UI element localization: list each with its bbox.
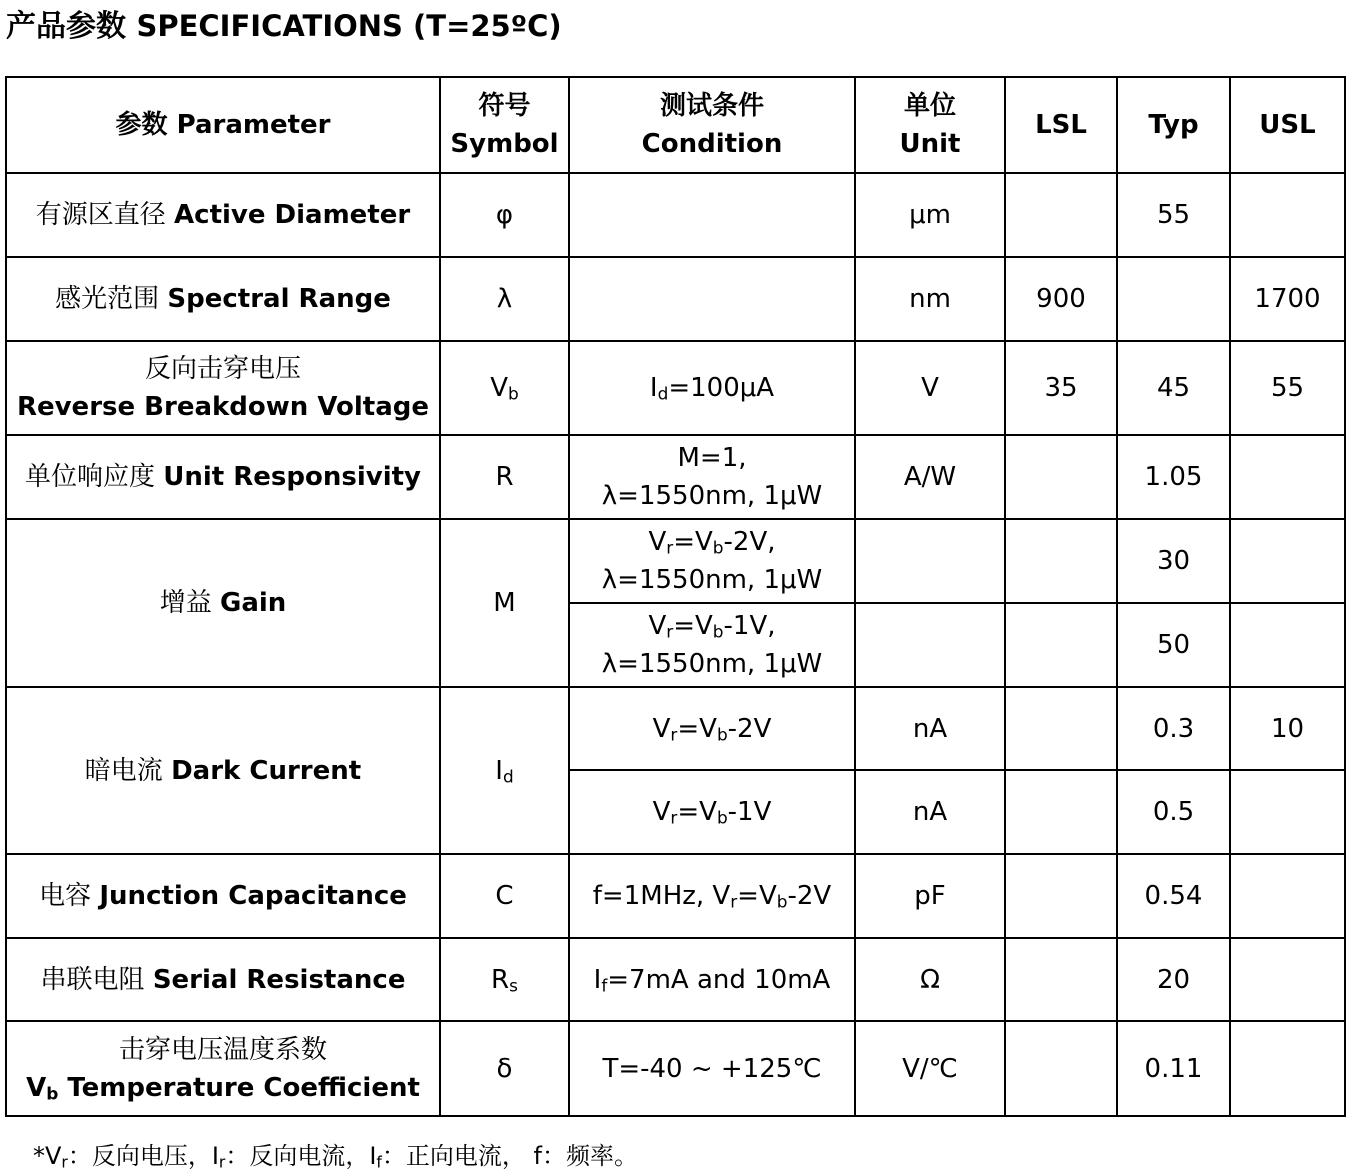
lsl-cell bbox=[1005, 687, 1117, 770]
cond-eq: =V bbox=[673, 527, 713, 557]
param-zh: 电容 bbox=[39, 881, 92, 911]
cond-sub-r: r bbox=[730, 891, 738, 912]
unit-cell: nA bbox=[855, 687, 1005, 770]
unit-cell: pF bbox=[855, 854, 1005, 938]
table-row bbox=[6, 938, 1345, 1021]
table-row bbox=[6, 519, 1345, 603]
typ-cell: 45 bbox=[1117, 341, 1230, 435]
header-typ: Typ bbox=[1117, 77, 1230, 173]
param-spectral-range bbox=[6, 257, 440, 341]
symbol-cell bbox=[440, 938, 569, 1021]
param-en: Unit Responsivity bbox=[163, 462, 422, 492]
param-temperature-coefficient bbox=[6, 1021, 440, 1116]
typ-cell: 0.5 bbox=[1117, 770, 1230, 854]
lsl-cell bbox=[1005, 435, 1117, 519]
header-lsl: LSL bbox=[1005, 77, 1117, 173]
param-breakdown-voltage bbox=[6, 341, 440, 435]
cond-line1: M=1, bbox=[677, 443, 747, 473]
usl-cell bbox=[1230, 173, 1345, 257]
symbol-cell: δ bbox=[440, 1021, 569, 1116]
param-zh: 击穿电压温度系数 bbox=[118, 1034, 327, 1065]
symbol-cell: R bbox=[440, 435, 569, 519]
lsl-cell bbox=[1005, 938, 1117, 1021]
table-header-row bbox=[6, 77, 1345, 173]
typ-cell: 20 bbox=[1117, 938, 1230, 1021]
footnote-sub-f: f bbox=[376, 1153, 382, 1172]
cond-sub-r: r bbox=[670, 807, 678, 828]
symbol-sub: b bbox=[508, 383, 519, 404]
param-zh: 感光范围 bbox=[55, 284, 160, 314]
param-junction-capacitance bbox=[6, 854, 440, 938]
cond-sub-b: b bbox=[712, 537, 724, 558]
lsl-cell bbox=[1005, 854, 1117, 938]
condition-cell bbox=[569, 173, 855, 257]
header-symbol-zh: 符号 bbox=[478, 91, 531, 121]
param-dark-current bbox=[6, 687, 440, 854]
title-en: SPECIFICATIONS (T=25ºC) bbox=[136, 9, 562, 43]
symbol-main: I bbox=[495, 755, 503, 786]
condition-cell bbox=[569, 687, 855, 770]
typ-cell: 0.3 bbox=[1117, 687, 1230, 770]
unit-cell bbox=[855, 519, 1005, 603]
param-zh: 增益 bbox=[159, 588, 212, 618]
param-zh: 反向击穿电压 bbox=[144, 354, 301, 384]
cond-line1 bbox=[574, 523, 850, 561]
cond-line1 bbox=[574, 607, 850, 645]
condition-cell bbox=[569, 257, 855, 341]
usl-cell: 10 bbox=[1230, 687, 1345, 770]
header-condition-en: Condition bbox=[641, 129, 783, 159]
param-en: Dark Current bbox=[171, 755, 362, 786]
cond-line2: λ=1550nm, 1μW bbox=[601, 649, 823, 679]
cond-eq: =V bbox=[673, 611, 713, 641]
table-row bbox=[6, 173, 1345, 257]
footnote-vr: *V bbox=[33, 1142, 62, 1170]
specifications-table bbox=[5, 76, 1346, 1117]
lsl-cell bbox=[1005, 603, 1117, 687]
typ-cell: 1.05 bbox=[1117, 435, 1230, 519]
lsl-cell bbox=[1005, 173, 1117, 257]
usl-cell: 1700 bbox=[1230, 257, 1345, 341]
cond-pre: f=1MHz, V bbox=[592, 881, 731, 911]
cond-rest: =7mA and 10mA bbox=[607, 964, 831, 995]
footnote-text1: ：反向电压，I bbox=[67, 1142, 219, 1170]
symbol-main: V bbox=[490, 373, 509, 403]
unit-cell: Ω bbox=[855, 938, 1005, 1021]
usl-cell bbox=[1230, 770, 1345, 854]
symbol-cell: φ bbox=[440, 173, 569, 257]
cond-sub-b: b bbox=[712, 621, 724, 642]
param-zh: 串联电阻 bbox=[40, 964, 145, 995]
cond-sub-b: b bbox=[716, 807, 728, 828]
usl-cell bbox=[1230, 519, 1345, 603]
unit-cell: μm bbox=[855, 173, 1005, 257]
lsl-cell: 900 bbox=[1005, 257, 1117, 341]
symbol-cell bbox=[440, 687, 569, 854]
param-zh: 单位响应度 bbox=[24, 462, 155, 492]
lsl-cell: 35 bbox=[1005, 341, 1117, 435]
cond-eq: =V bbox=[677, 713, 717, 744]
unit-cell: V/℃ bbox=[855, 1021, 1005, 1116]
symbol-main: R bbox=[491, 964, 510, 995]
footnote-sub-r2: r bbox=[218, 1153, 226, 1172]
cond-sub-r: r bbox=[666, 621, 674, 642]
param-zh: 有源区直径 bbox=[35, 200, 166, 230]
cond-eq: =V bbox=[677, 797, 717, 827]
cond-v: V bbox=[652, 713, 671, 744]
cond-sub: f bbox=[601, 975, 608, 996]
symbol-sub: d bbox=[502, 766, 514, 787]
symbol-cell bbox=[440, 341, 569, 435]
param-en-sub: b bbox=[46, 1083, 59, 1104]
table-row bbox=[6, 687, 1345, 770]
typ-cell bbox=[1117, 257, 1230, 341]
param-en-main: V bbox=[26, 1072, 47, 1103]
condition-cell bbox=[569, 341, 855, 435]
footnote-text2: ：反向电流，I bbox=[225, 1142, 377, 1170]
usl-cell bbox=[1230, 938, 1345, 1021]
unit-cell: nA bbox=[855, 770, 1005, 854]
cond-rest: -1V bbox=[727, 797, 772, 827]
cond-main: I bbox=[593, 964, 602, 995]
cond-eq: =V bbox=[737, 881, 777, 911]
param-serial-resistance bbox=[6, 938, 440, 1021]
header-condition bbox=[569, 77, 855, 173]
table-row bbox=[6, 1021, 1345, 1116]
condition-cell bbox=[569, 770, 855, 854]
typ-cell: 0.54 bbox=[1117, 854, 1230, 938]
symbol-cell: C bbox=[440, 854, 569, 938]
typ-cell: 30 bbox=[1117, 519, 1230, 603]
table-row bbox=[6, 435, 1345, 519]
header-symbol-en: Symbol bbox=[450, 129, 559, 159]
header-parameter-zh: 参数 bbox=[115, 110, 168, 140]
cond-rest: =100μA bbox=[668, 373, 775, 403]
title-zh: 产品参数 bbox=[6, 9, 126, 44]
typ-cell: 50 bbox=[1117, 603, 1230, 687]
header-parameter bbox=[6, 77, 440, 173]
cond-sub: d bbox=[657, 383, 669, 404]
typ-cell: 55 bbox=[1117, 173, 1230, 257]
lsl-cell bbox=[1005, 1021, 1117, 1116]
table-row bbox=[6, 854, 1345, 938]
param-gain bbox=[6, 519, 440, 687]
table-row bbox=[6, 257, 1345, 341]
param-active-diameter bbox=[6, 173, 440, 257]
param-en: Active Diameter bbox=[174, 200, 411, 230]
header-unit bbox=[855, 77, 1005, 173]
unit-cell: A/W bbox=[855, 435, 1005, 519]
cond-sub-r: r bbox=[666, 537, 674, 558]
header-condition-zh: 测试条件 bbox=[659, 91, 764, 121]
header-parameter-en: Parameter bbox=[176, 110, 331, 140]
cond-line2: λ=1550nm, 1μW bbox=[601, 481, 823, 511]
usl-cell bbox=[1230, 1021, 1345, 1116]
header-symbol bbox=[440, 77, 569, 173]
cond-rest: -2V bbox=[727, 713, 772, 744]
header-usl: USL bbox=[1230, 77, 1345, 173]
param-en: Gain bbox=[219, 588, 287, 618]
condition-cell bbox=[569, 938, 855, 1021]
header-unit-zh: 单位 bbox=[903, 91, 956, 121]
cond-v: V bbox=[648, 527, 667, 557]
cond-sub-b: b bbox=[716, 724, 728, 745]
cond-rest: -2V bbox=[787, 881, 832, 911]
usl-cell bbox=[1230, 603, 1345, 687]
unit-cell: V bbox=[855, 341, 1005, 435]
unit-cell bbox=[855, 603, 1005, 687]
condition-cell bbox=[569, 435, 855, 519]
cond-sub-b: b bbox=[776, 891, 788, 912]
symbol-sub: s bbox=[509, 975, 518, 996]
usl-cell bbox=[1230, 854, 1345, 938]
cond-rest: -2V, bbox=[723, 527, 776, 557]
footnote bbox=[33, 1138, 638, 1174]
cond-line2: λ=1550nm, 1μW bbox=[601, 565, 823, 595]
symbol-cell: λ bbox=[440, 257, 569, 341]
condition-cell bbox=[569, 603, 855, 687]
cond-sub-r: r bbox=[670, 724, 678, 745]
footnote-text3: ：正向电流， f：频率。 bbox=[381, 1142, 638, 1170]
condition-cell: T=-40 ~ +125℃ bbox=[569, 1021, 855, 1116]
cond-rest: -1V, bbox=[723, 611, 776, 641]
page-title bbox=[6, 4, 562, 48]
usl-cell bbox=[1230, 435, 1345, 519]
param-en: Reverse Breakdown Voltage bbox=[16, 392, 430, 422]
param-zh: 暗电流 bbox=[84, 755, 163, 786]
param-en-rest: Temperature Coefficient bbox=[58, 1072, 420, 1103]
condition-cell bbox=[569, 519, 855, 603]
cond-v: V bbox=[648, 611, 667, 641]
lsl-cell bbox=[1005, 519, 1117, 603]
param-en: Spectral Range bbox=[167, 284, 391, 314]
unit-cell: nm bbox=[855, 257, 1005, 341]
cond-v: V bbox=[652, 797, 671, 827]
typ-cell: 0.11 bbox=[1117, 1021, 1230, 1116]
param-en: Serial Resistance bbox=[152, 964, 406, 995]
table-row bbox=[6, 341, 1345, 435]
usl-cell: 55 bbox=[1230, 341, 1345, 435]
condition-cell bbox=[569, 854, 855, 938]
param-en bbox=[11, 1069, 435, 1107]
footnote-sub-r: r bbox=[61, 1153, 68, 1172]
param-en: Junction Capacitance bbox=[99, 881, 407, 911]
header-unit-en: Unit bbox=[899, 129, 961, 159]
cond-main: I bbox=[649, 373, 658, 403]
lsl-cell bbox=[1005, 770, 1117, 854]
param-unit-responsivity bbox=[6, 435, 440, 519]
symbol-cell: M bbox=[440, 519, 569, 687]
